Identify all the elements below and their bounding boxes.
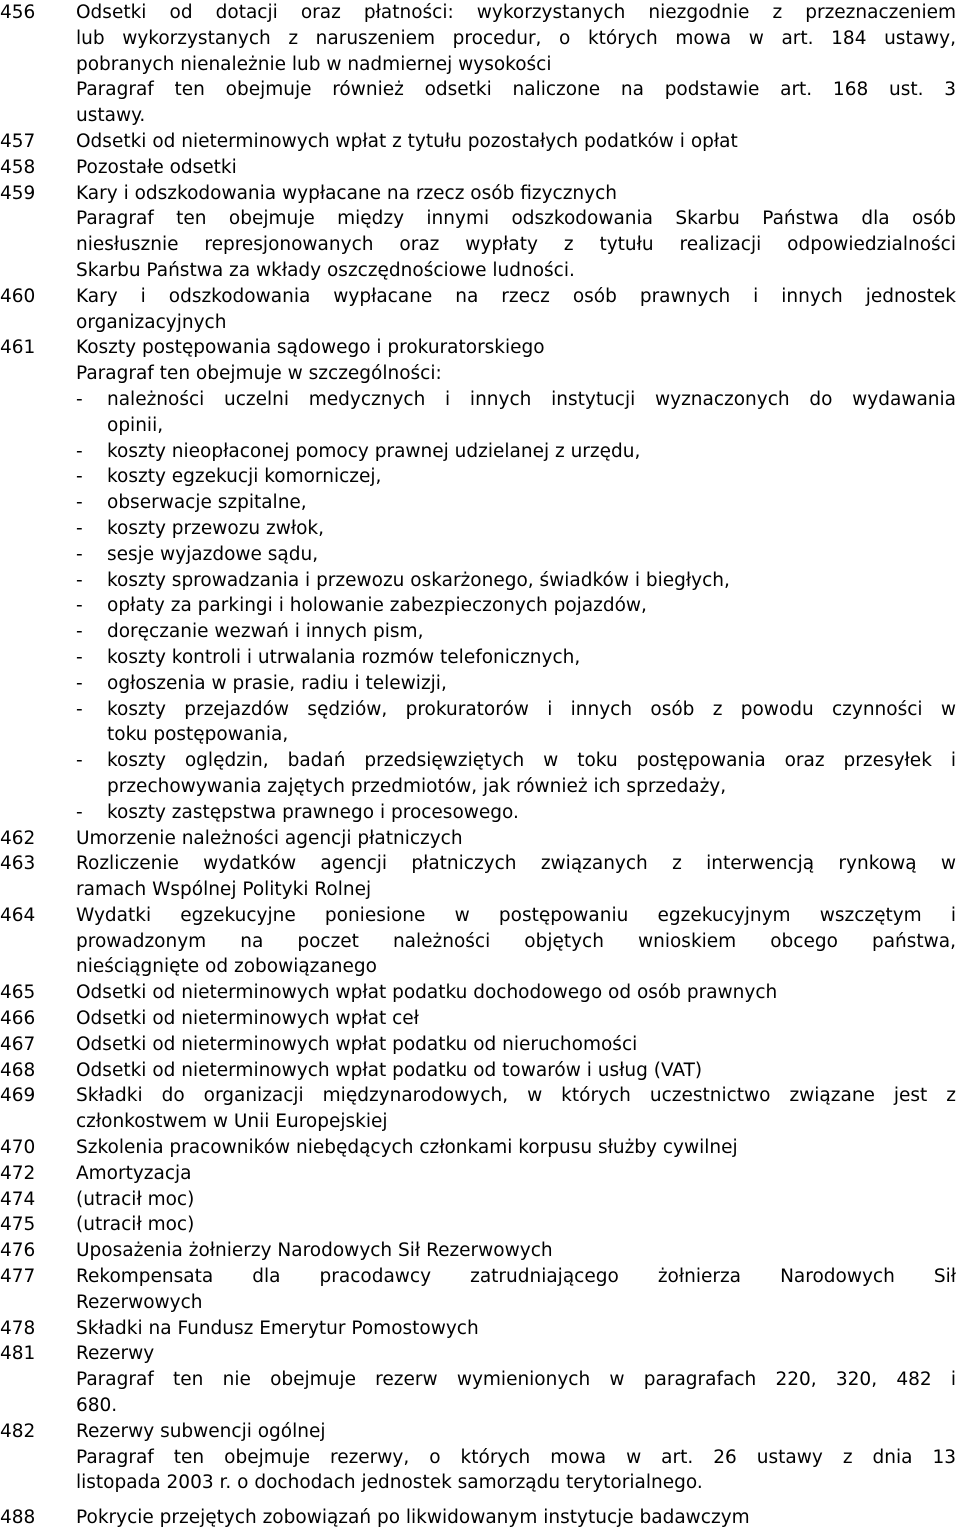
paragraph-body — [76, 1006, 956, 1032]
paragraph-number: 462 — [0, 827, 36, 849]
paragraph-body — [76, 903, 956, 980]
list-item — [76, 439, 956, 465]
paragraph-entry — [0, 1187, 960, 1213]
paragraph-number: 472 — [0, 1162, 36, 1184]
paragraph-entry — [0, 0, 960, 129]
paragraph-line: Paragraf ten obejmuje między innymi odszkodowania Skarbu Państwa dla osób — [76, 208, 956, 230]
paragraph-body — [76, 284, 956, 336]
paragraph-number: 458 — [0, 156, 36, 178]
paragraph-body — [76, 1419, 956, 1496]
paragraph-entry — [0, 1419, 960, 1496]
paragraph-line: Pokrycie przejętych zobowiązań po likwidowanym instytucje badawczym — [76, 1507, 750, 1529]
paragraph-number: 463 — [0, 853, 36, 875]
paragraph-entry — [0, 1264, 960, 1316]
paragraph-entry — [0, 903, 960, 980]
paragraph-number: 470 — [0, 1137, 36, 1159]
paragraph-line: Rezerwy subwencji ogólnej — [76, 1420, 326, 1442]
list-item — [76, 413, 956, 439]
paragraph-body — [76, 1212, 956, 1238]
paragraph-number: 466 — [0, 1008, 36, 1030]
paragraph-body — [76, 1032, 956, 1058]
list-item-text: opłaty za parkingi i holowanie zabezpieczonych pojazdów, — [107, 595, 647, 617]
list-item — [76, 387, 956, 413]
paragraph-line: Paragraf ten nie obejmuje rezerw wymienionych w paragrafach 220, 320, 482 i — [76, 1369, 956, 1391]
paragraph-line: Rezerwy — [76, 1343, 155, 1365]
dash-marker: - — [76, 492, 83, 514]
dash-marker: - — [76, 388, 83, 410]
dash-marker: - — [76, 517, 83, 539]
paragraph-number: 477 — [0, 1266, 36, 1288]
paragraph-number: 460 — [0, 285, 36, 307]
paragraph-line: Umorzenie należności agencji płatniczych — [76, 827, 463, 849]
paragraph-body — [76, 1341, 956, 1418]
paragraph-line: 680. — [76, 1395, 118, 1417]
paragraph-line: Odsetki od nieterminowych wpłat podatku od towarów i usług (VAT) — [76, 1059, 703, 1081]
list-item-text: obserwacje szpitalne, — [107, 492, 307, 514]
paragraph-line: Rezerwowych — [76, 1291, 203, 1313]
list-item — [76, 490, 956, 516]
paragraph-number: 481 — [0, 1343, 36, 1365]
list-item-text: sesje wyjazdowe sądu, — [107, 543, 319, 565]
paragraph-line: pobranych nienależnie lub w nadmiernej wysokości — [76, 53, 552, 75]
paragraph-entry — [0, 335, 960, 825]
dash-marker: - — [76, 646, 83, 668]
paragraph-entry — [0, 129, 960, 155]
paragraph-line: (utracił moc) — [76, 1214, 195, 1236]
list-item — [76, 697, 956, 723]
paragraph-body — [76, 181, 956, 284]
paragraph-entry — [0, 851, 960, 903]
paragraph-number: 468 — [0, 1059, 36, 1081]
dash-marker: - — [76, 466, 83, 488]
paragraph-body — [76, 1187, 956, 1213]
paragraph-number: 457 — [0, 130, 36, 152]
paragraph-line: ramach Wspólnej Polityki Rolnej — [76, 879, 372, 901]
dash-marker — [76, 774, 107, 800]
list-item — [76, 542, 956, 568]
paragraph-line: prowadzonym na poczet należności objętych wnioskiem obcego państwa, — [76, 930, 956, 952]
list-item — [76, 516, 956, 542]
paragraph-number: 465 — [0, 982, 36, 1004]
paragraph-line: Rekompensata dla pracodawcy zatrudniającego żołnierza Narodowych Sił — [76, 1266, 956, 1288]
paragraph-number: 469 — [0, 1085, 36, 1107]
list-item — [76, 568, 956, 594]
paragraph-entry — [0, 1032, 960, 1058]
paragraph-body — [76, 155, 956, 181]
list-item — [76, 722, 956, 748]
paragraph-number: 488 — [0, 1507, 36, 1529]
dash-marker — [76, 413, 107, 439]
spacer — [0, 1496, 960, 1505]
paragraph-entry — [0, 1135, 960, 1161]
paragraph-line: Koszty postępowania sądowego i prokuratorskiego — [76, 337, 545, 359]
paragraph-body — [76, 129, 956, 155]
list-item-text: należności uczelni medycznych i innych instytucji wyznaczonych do wydawania — [107, 388, 956, 410]
list-item-text: koszty egzekucji komorniczej, — [107, 466, 382, 488]
dash-marker: - — [76, 440, 83, 462]
list-item-text: koszty przewozu zwłok, — [107, 517, 325, 539]
paragraph-entry — [0, 284, 960, 336]
list-item-text: koszty przejazdów sędziów, prokuratorów i innych osób z powodu czynności w — [107, 698, 956, 720]
list-item — [76, 645, 956, 671]
list-item-text: koszty zastępstwa prawnego i procesowego. — [107, 801, 519, 823]
paragraph-line: niesłusznie represjonowanych oraz wypłaty z tytułu realizacji odpowiedzialności — [76, 234, 956, 256]
paragraph-entry — [0, 1505, 960, 1531]
paragraph-body — [76, 1505, 956, 1531]
paragraph-line: Wydatki egzekucyjne poniesione w postępowaniu egzekucyjnym wszczętym i — [76, 904, 956, 926]
paragraph-entry — [0, 1083, 960, 1135]
list-item — [76, 774, 956, 800]
dash-marker: - — [76, 801, 83, 823]
paragraph-body — [76, 1161, 956, 1187]
list-item-text: koszty oględzin, badań przedsięwziętych w toku postępowania oraz przesyłek i — [107, 750, 956, 772]
dash-marker — [76, 722, 107, 748]
paragraph-line: Rozliczenie wydatków agencji płatniczych związanych z interwencją rynkową w — [76, 853, 956, 875]
list-item-text: przechowywania zajętych przedmiotów, jak również ich sprzedaży, — [107, 775, 727, 797]
paragraph-line: Odsetki od nieterminowych wpłat ceł — [76, 1008, 419, 1030]
paragraph-number: 478 — [0, 1317, 36, 1339]
paragraph-body — [76, 335, 956, 825]
list-item-text: toku postępowania, — [107, 724, 289, 746]
list-item-text: opinii, — [107, 414, 164, 436]
paragraph-line: (utracił moc) — [76, 1188, 195, 1210]
list-item — [76, 593, 956, 619]
list-item — [76, 748, 956, 774]
paragraph-entry — [0, 1316, 960, 1342]
paragraph-entry — [0, 826, 960, 852]
paragraph-line: listopada 2003 r. o dochodach jednostek samorządu terytorialnego. — [76, 1472, 703, 1494]
dash-marker: - — [76, 569, 83, 591]
paragraph-body — [76, 1264, 956, 1316]
list-item-text: doręczanie wezwań i innych pism, — [107, 621, 424, 643]
paragraph-body — [76, 1083, 956, 1135]
list-item-text: koszty sprowadzania i przewozu oskarżonego, świadków i biegłych, — [107, 569, 730, 591]
paragraph-line: Amortyzacja — [76, 1162, 192, 1184]
paragraph-number: 476 — [0, 1240, 36, 1262]
paragraph-line: Skarbu Państwa za wkłady oszczędnościowe ludności. — [76, 259, 575, 281]
paragraph-line: członkostwem w Unii Europejskiej — [76, 1111, 388, 1133]
paragraph-line: Paragraf ten obejmuje w szczególności: — [76, 363, 442, 385]
paragraph-line: organizacyjnych — [76, 311, 227, 333]
paragraph-entry — [0, 1006, 960, 1032]
paragraph-number: 456 — [0, 2, 36, 23]
paragraph-line: Pozostałe odsetki — [76, 156, 237, 178]
paragraph-number: 461 — [0, 337, 36, 359]
paragraph-entry — [0, 155, 960, 181]
paragraph-line: Składki na Fundusz Emerytur Pomostowych — [76, 1317, 479, 1339]
paragraph-line: Odsetki od nieterminowych wpłat podatku od nieruchomości — [76, 1033, 638, 1055]
dash-marker: - — [76, 621, 83, 643]
paragraph-number: 482 — [0, 1420, 36, 1442]
dash-marker: - — [76, 543, 83, 565]
paragraph-body — [76, 1058, 956, 1084]
paragraph-number: 467 — [0, 1033, 36, 1055]
list-item — [76, 619, 956, 645]
paragraph-line: Kary i odszkodowania wypłacane na rzecz osób prawnych i innych jednostek — [76, 285, 956, 307]
paragraph-entry — [0, 1212, 960, 1238]
paragraph-line: Odsetki od dotacji oraz płatności: wykorzystanych niezgodnie z przeznaczeniem — [76, 2, 956, 23]
paragraph-body — [76, 1135, 956, 1161]
list-item — [76, 464, 956, 490]
paragraph-entry — [0, 1238, 960, 1264]
dash-marker: - — [76, 750, 83, 772]
paragraph-body — [76, 0, 956, 129]
paragraph-entry — [0, 1161, 960, 1187]
paragraph-line: Kary i odszkodowania wypłacane na rzecz osób fizycznych — [76, 182, 617, 204]
paragraph-line: Składki do organizacji międzynarodowych, w których uczestnictwo związane jest z — [76, 1085, 956, 1107]
paragraph-line: nieściągnięte od zobowiązanego — [76, 956, 377, 978]
paragraph-number: 475 — [0, 1214, 36, 1236]
paragraph-line: Paragraf ten obejmuje rezerwy, o których mowa w art. 26 ustawy z dnia 13 — [76, 1446, 956, 1468]
paragraph-line: Odsetki od nieterminowych wpłat z tytułu pozostałych podatków i opłat — [76, 130, 738, 152]
paragraph-number: 464 — [0, 904, 36, 926]
paragraph-entry — [0, 181, 960, 284]
list-item — [76, 671, 956, 697]
paragraph-body — [76, 826, 956, 852]
paragraph-entry — [0, 1341, 960, 1418]
paragraph-line: Szkolenia pracowników niebędących członkami korpusu służby cywilnej — [76, 1137, 738, 1159]
paragraph-body — [76, 851, 956, 903]
dash-marker: - — [76, 595, 83, 617]
paragraph-line: lub wykorzystanych z naruszeniem procedur, o których mowa w art. 184 ustawy, — [76, 27, 956, 49]
paragraph-body — [76, 980, 956, 1006]
dash-marker: - — [76, 698, 83, 720]
paragraph-body — [76, 1316, 956, 1342]
dash-marker: - — [76, 672, 83, 694]
paragraph-body — [76, 1238, 956, 1264]
paragraph-line: Odsetki od nieterminowych wpłat podatku dochodowego od osób prawnych — [76, 982, 778, 1004]
paragraph-line: Uposażenia żołnierzy Narodowych Sił Rezerwowych — [76, 1240, 553, 1262]
paragraph-entry — [0, 1058, 960, 1084]
paragraph-line: ustawy. — [76, 105, 146, 127]
list-item-text: koszty kontroli i utrwalania rozmów telefonicznych, — [107, 646, 581, 668]
paragraph-line: Paragraf ten obejmuje również odsetki naliczone na podstawie art. 168 ust. 3 — [76, 79, 956, 101]
paragraph-number: 474 — [0, 1188, 36, 1210]
list-item-text: ogłoszenia w prasie, radiu i telewizji, — [107, 672, 447, 694]
list-item-text: koszty nieopłaconej pomocy prawnej udzielanej z urzędu, — [107, 440, 641, 462]
paragraph-number: 459 — [0, 182, 36, 204]
list-item — [76, 800, 956, 826]
paragraph-entry — [0, 980, 960, 1006]
